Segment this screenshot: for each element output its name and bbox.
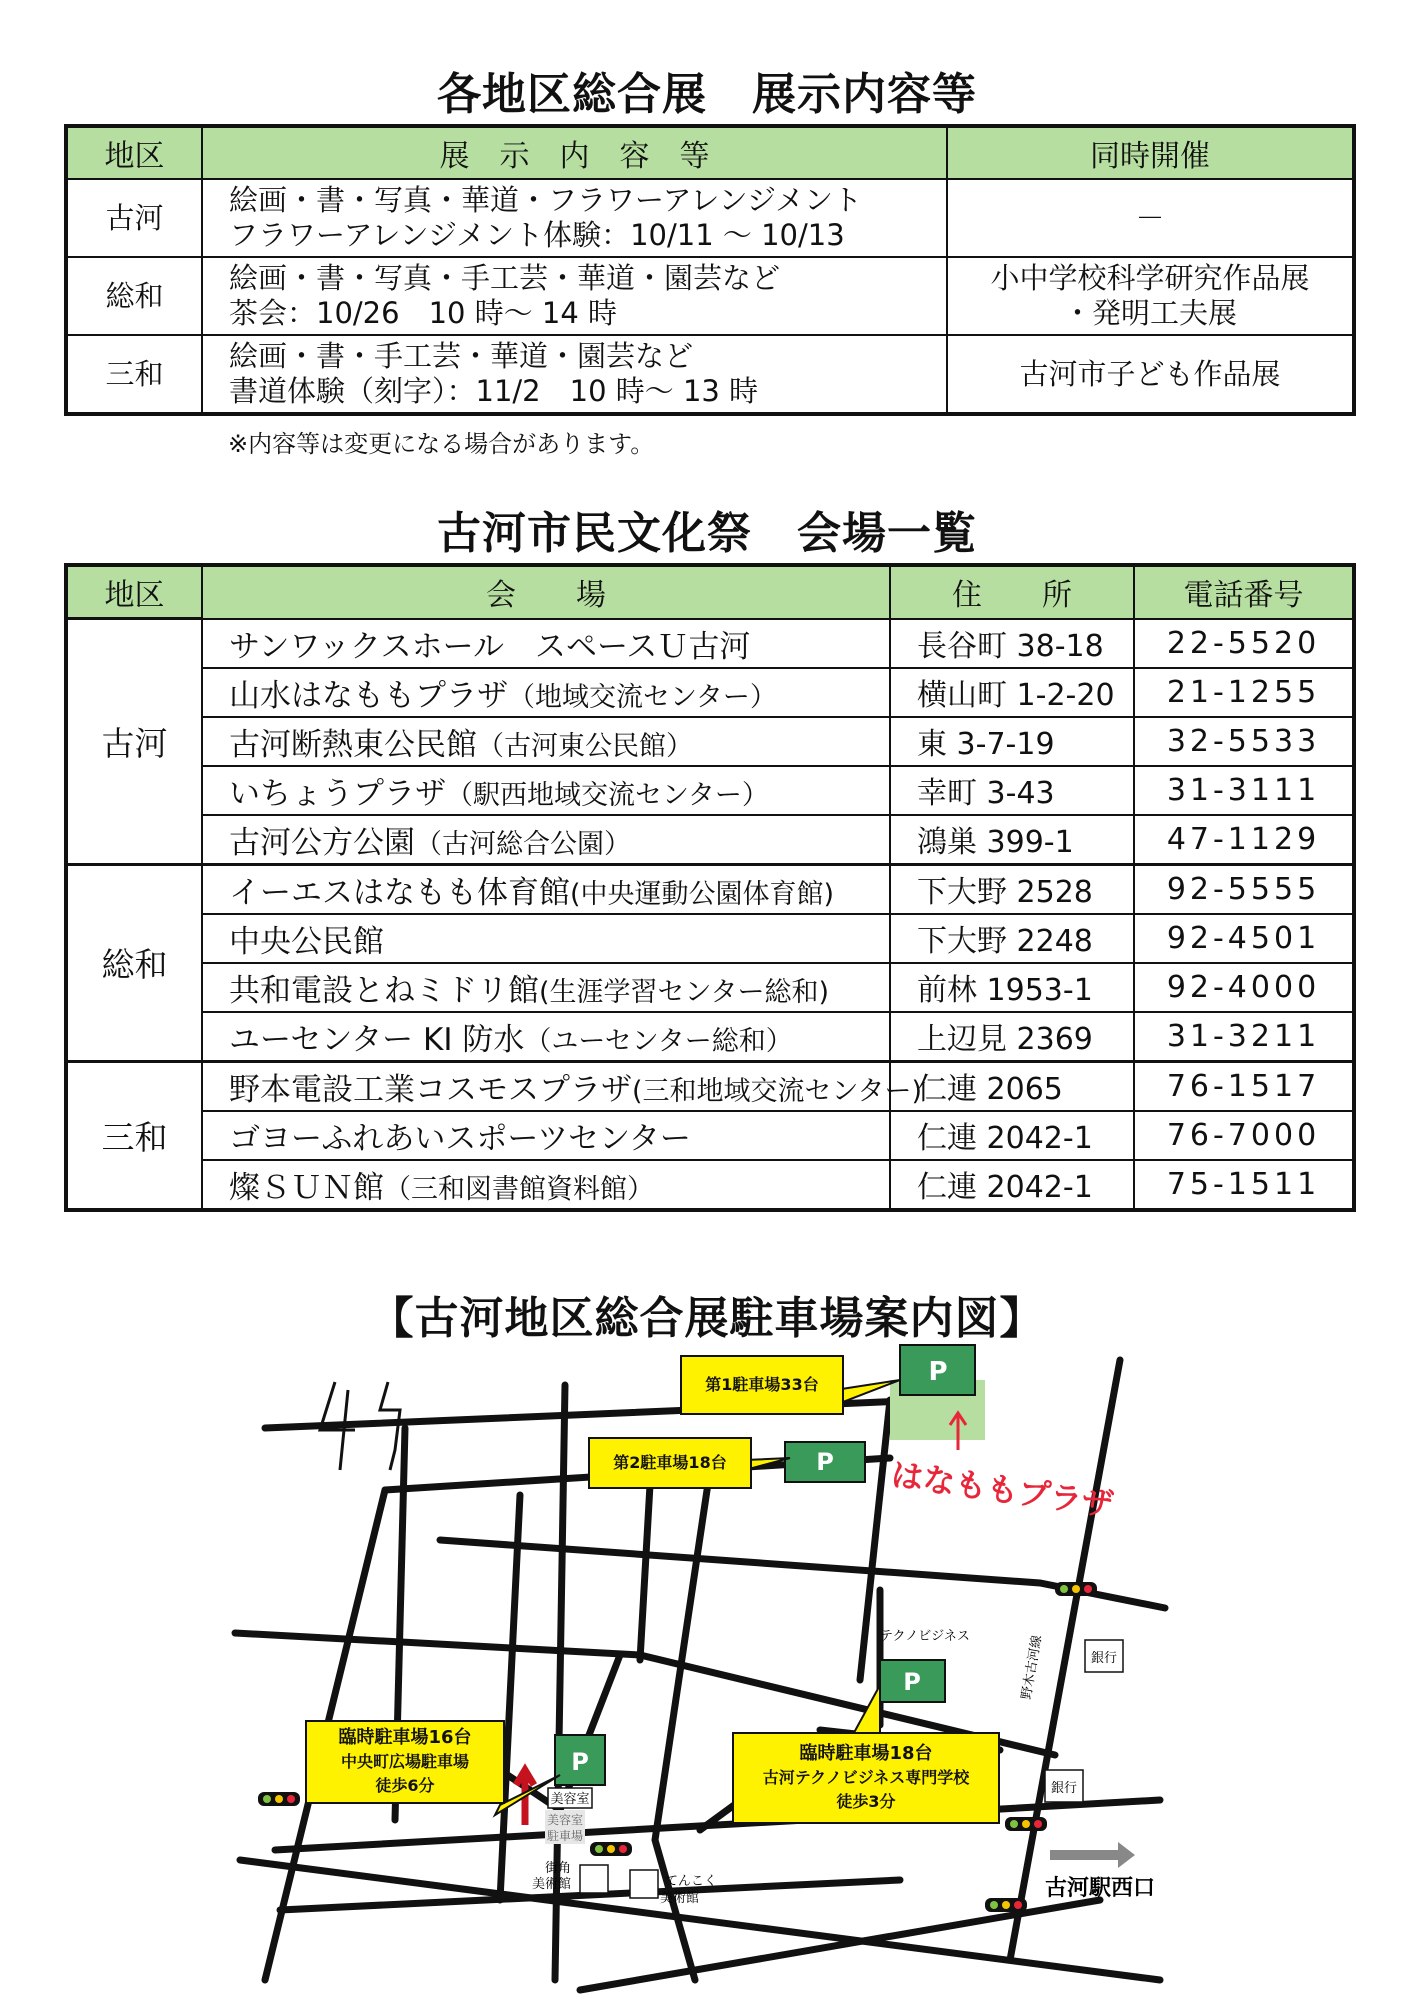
bank-label-1: 銀行 [1090,1651,1118,1666]
venue-cell: 古河公方公園（古河総合公園） [202,815,890,865]
header-venue: 会 場 [202,565,890,619]
phone-cell: 47-1129 [1134,815,1354,865]
district-cell: 古河 [66,179,202,257]
concurrent-cell: 古河市子ども作品展 [947,335,1354,414]
address-cell: 上辺見 2369 [890,1012,1134,1062]
svg-text:てんこく: てんこく [665,1874,718,1889]
phone-cell: 92-5555 [1134,864,1354,914]
phone-cell: 31-3211 [1134,1012,1354,1062]
svg-text:美術館: 美術館 [532,1877,572,1892]
salon-label: 美容室 [550,1792,590,1807]
venue-cell: 中央公民館 [202,914,890,963]
station-label: 古河駅西口 [1045,1876,1156,1901]
table-row [66,257,1354,335]
header-content: 展 示 内 容 等 [202,126,947,179]
address-cell: 長谷町 38-18 [890,619,1134,668]
temp-parking-2-callout: 臨時駐車場18台 古河テクノビジネス専門学校 徒歩3分 [732,1732,1000,1824]
venue-cell: 野本電設工業コスモスプラザ(三和地域交流センター) [202,1061,890,1111]
header-address: 住 所 [890,565,1134,619]
district-cell: 三和 [66,1061,202,1210]
phone-cell: 22-5520 [1134,619,1354,668]
table-row [66,766,1354,815]
table-row [66,1012,1354,1062]
phone-cell: 76-1517 [1134,1061,1354,1111]
address-cell: 幸町 3-43 [890,766,1134,815]
bank-label-2: 銀行 [1050,1781,1078,1796]
phone-cell: 76-7000 [1134,1111,1354,1160]
svg-text:街角: 街角 [545,1861,572,1876]
venue-cell: サンワックスホール スペースＵ古河 [202,619,890,668]
table-row [66,864,1354,914]
station-arrow-icon [1050,1850,1120,1860]
address-cell: 鴻巣 399-1 [890,815,1134,865]
address-cell: 横山町 1-2-20 [890,668,1134,717]
address-cell: 下大野 2248 [890,914,1134,963]
exhibit-header-row [66,126,1354,179]
header-district: 地区 [66,565,202,619]
parking-2-callout: 第2駐車場18台 [588,1437,752,1489]
phone-cell: 21-1255 [1134,668,1354,717]
temp-parking-1-callout: 臨時駐車場16台 中央町広場駐車場 徒歩6分 [305,1720,505,1804]
svg-text:美術館: 美術館 [660,1891,700,1906]
district-cell: 総和 [66,257,202,335]
district-cell: 三和 [66,335,202,414]
venue-cell: 古河断熱東公民館（古河東公民館） [202,717,890,766]
phone-cell: 31-3111 [1134,766,1354,815]
plaza-label: はなももプラザ [888,1455,1117,1525]
concurrent-cell: 小中学校科学研究作品展 ・発明工夫展 [947,257,1354,335]
content-cell: 絵画・書・写真・華道・フラワーアレンジメント フラワーアレンジメント体験：10/11 ～ 10/13 [202,179,947,257]
phone-cell: 92-4501 [1134,914,1354,963]
district-cell: 古河 [66,619,202,865]
table-row [66,1061,1354,1111]
concurrent-cell: － [947,179,1354,257]
address-cell: 前林 1953-1 [890,963,1134,1012]
address-cell: 仁連 2042-1 [890,1111,1134,1160]
venue-cell: ユーセンター KI 防水（ユーセンター総和） [202,1012,890,1062]
address-cell: 東 3-7-19 [890,717,1134,766]
table-row [66,179,1354,257]
venue-cell: ゴヨーふれあいスポーツセンター [202,1111,890,1160]
header-concurrent: 同時開催 [947,126,1354,179]
venues-title: 古河市民文化祭 会場一覧 [437,508,977,559]
venues-table [64,563,1356,1212]
table-row [66,717,1354,766]
svg-text:美容室: 美容室 [546,1813,584,1827]
parking-1-callout: 第1駐車場33台 [680,1355,844,1415]
svg-text:P: P [928,1357,948,1387]
techno-label: テクノビジネス [880,1629,970,1644]
address-cell: 仁連 2065 [890,1061,1134,1111]
address-cell: 仁連 2042-1 [890,1160,1134,1210]
table-row [66,963,1354,1012]
header-district: 地区 [66,126,202,179]
exhibit-table [64,124,1356,416]
table-row [66,914,1354,963]
content-cell: 絵画・書・手工芸・華道・園芸など 書道体験（刻字）：11/2 10 時～ 13 時 [202,335,947,414]
parking-map [0,1340,1414,1980]
address-cell: 下大野 2528 [890,864,1134,914]
venue-cell: 燦ＳＵＮ館（三和図書館資料館） [202,1160,890,1210]
table-row [66,619,1354,668]
exhibit-note: ※内容等は変更になる場合があります。 [228,430,655,458]
venue-cell: イーエスはなもも体育館(中央運動公園体育館) [202,864,890,914]
map-title: 【古河地区総合展駐車場案内図】 [369,1293,1045,1344]
venue-cell: いちょうプラザ（駅西地域交流センター） [202,766,890,815]
venue-cell: 共和電設とねミドリ館(生涯学習センター総和) [202,963,890,1012]
svg-text:P: P [903,1668,921,1696]
table-row [66,815,1354,865]
content-cell: 絵画・書・写真・手工芸・華道・園芸など 茶会：10/26 10 時～ 14 時 [202,257,947,335]
table-row [66,668,1354,717]
svg-text:駐車場: 駐車場 [546,1829,584,1843]
venue-cell: 山水はなももプラザ（地域交流センター） [202,668,890,717]
phone-cell: 32-5533 [1134,717,1354,766]
exhibit-title: 各地区総合展 展示内容等 [437,69,977,120]
svg-text:P: P [571,1748,589,1776]
svg-text:P: P [816,1448,834,1476]
header-phone: 電話番号 [1134,565,1354,619]
district-cell: 総和 [66,864,202,1061]
phone-cell: 75-1511 [1134,1160,1354,1210]
table-row [66,1160,1354,1210]
route-number: 4 [390,1475,391,1476]
phone-cell: 92-4000 [1134,963,1354,1012]
table-row [66,335,1354,414]
table-row [66,1111,1354,1160]
venues-header-row [66,565,1354,619]
nomoto-road-label: 野木古河線 [1019,1634,1046,1701]
